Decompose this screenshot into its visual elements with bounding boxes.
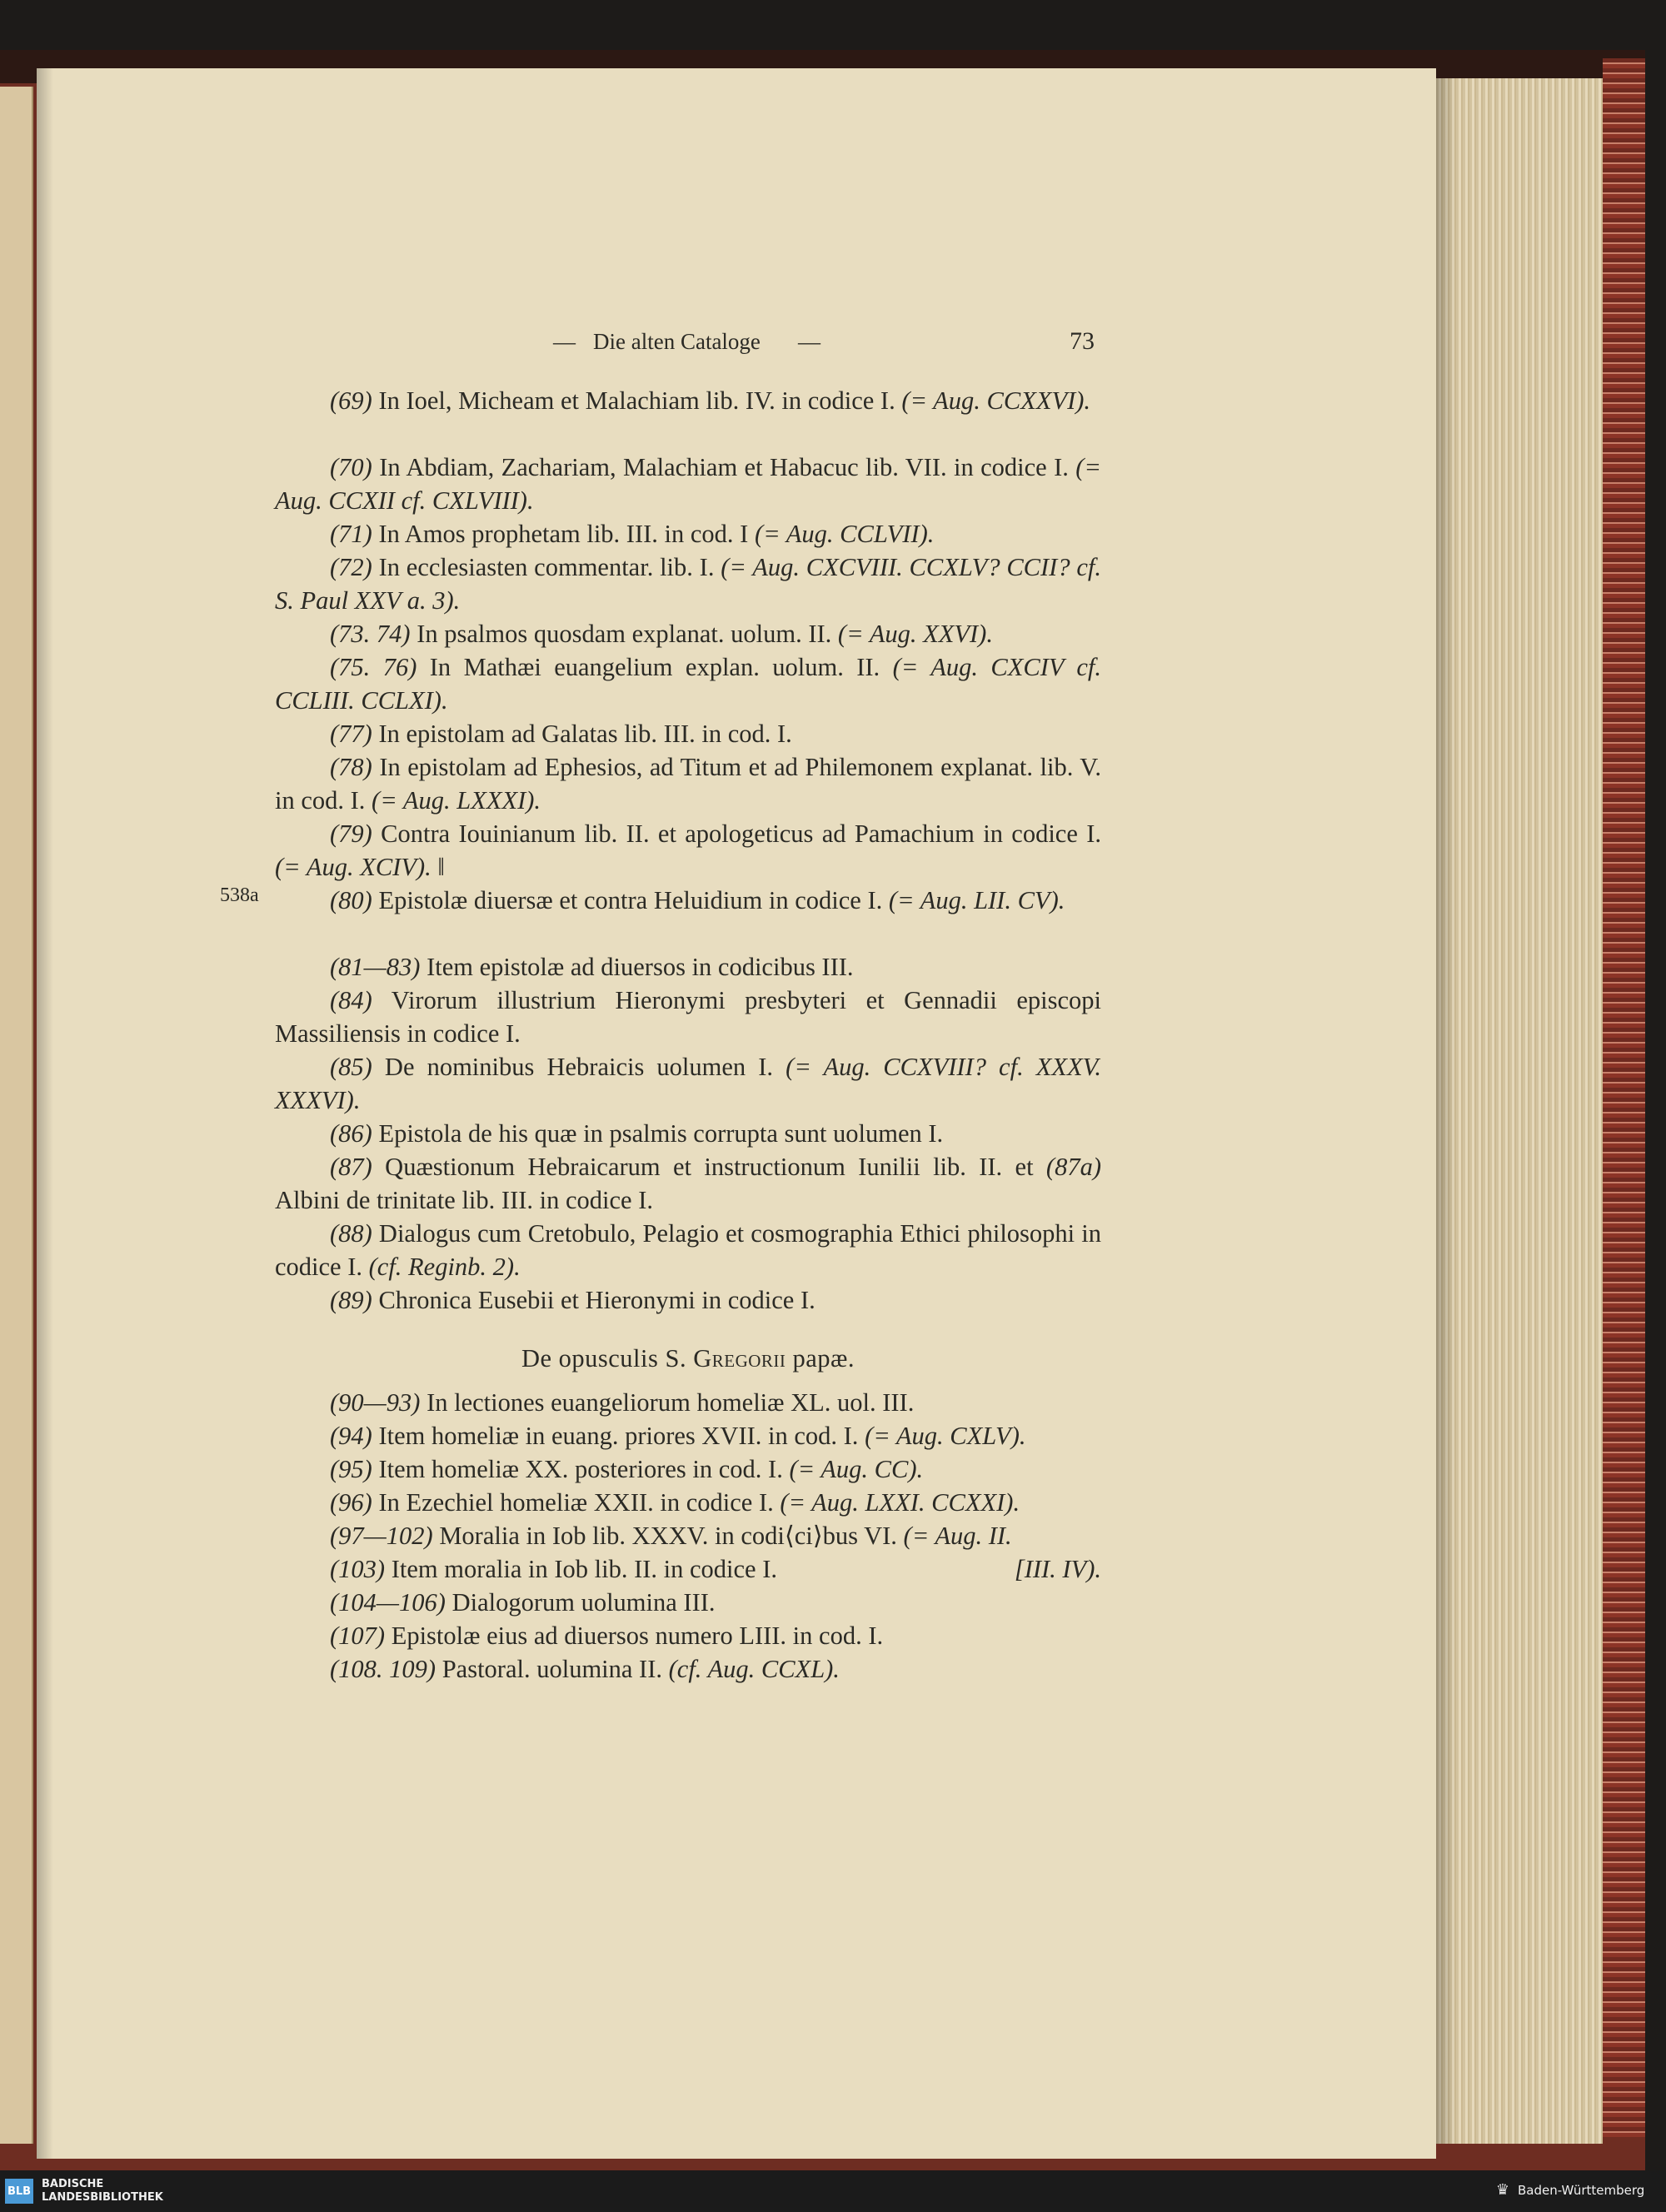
entry-reference: (= Aug. CXLV). xyxy=(865,1422,1026,1450)
entry-number: (84) xyxy=(330,986,372,1014)
catalogue-entry xyxy=(275,451,1101,517)
entry-number: (75. 76) xyxy=(330,653,417,681)
section-heading-suffix: papæ. xyxy=(786,1344,855,1373)
entry-text: Dialogus cum Cretobulo, Pelagio et cosmographia Ethici philosophi in codice I. xyxy=(275,1219,1101,1281)
entry-text: In Amos prophetam lib. III. in cod. I xyxy=(372,520,755,548)
entry-text: In psalmos quosdam explanat. uolum. II. xyxy=(410,620,838,648)
entry-number: (69) xyxy=(330,386,372,415)
entry-number: (97—102) xyxy=(330,1522,433,1550)
running-head-dash-right: — xyxy=(798,329,821,354)
entry-text: Item moralia in Iob lib. II. in codice I. xyxy=(385,1555,777,1583)
gregorius-entry xyxy=(275,1553,1101,1587)
catalogue-entry xyxy=(275,818,1101,884)
entry-number: (73. 74) xyxy=(330,620,411,648)
catalogue-entry xyxy=(275,518,1101,551)
entry-text: Chronica Eusebii et Hieronymi in codice I. xyxy=(372,1286,816,1314)
margin-folio-note: 538a xyxy=(220,884,259,906)
entry-text: Quæstionum Hebraicarum et instructionum Iunilii lib. II. et xyxy=(372,1153,1046,1181)
catalogue-entry xyxy=(275,551,1101,617)
entry-number: (94) xyxy=(330,1422,372,1450)
entry-text: In ecclesiasten commentar. lib. I. xyxy=(372,553,721,581)
entry-number: (95) xyxy=(330,1455,372,1483)
gutter-shadow xyxy=(37,68,53,2159)
book-cover-edge xyxy=(1603,58,1645,2137)
entry-text: ‖ xyxy=(431,852,445,881)
entry-text: Virorum illustrium Hieronymi presbyteri et Gennadii episcopi Massiliensis in codice I. xyxy=(275,986,1101,1048)
blb-logo[interactable]: BLB xyxy=(5,2179,33,2204)
library-name-line2: LANDESBIBLIOTHEK xyxy=(42,2191,163,2204)
gregorius-entry xyxy=(275,1420,1101,1453)
entry-text: In Ezechiel homeliæ XXII. in codice I. xyxy=(372,1488,781,1517)
entry-reference: (87a) xyxy=(1045,1153,1101,1181)
entry-text: Epistolæ diuersæ et contra Heluidium in codice I. xyxy=(372,886,889,914)
catalogue-entry xyxy=(275,1118,1101,1151)
entry-reference: (= Aug. CXCIV cf. CCLIII. CCLXI). xyxy=(275,653,1101,715)
entry-text: Moralia in Iob lib. XXXV. in codi⟨ci⟩bus VI. xyxy=(432,1522,904,1550)
catalogue-entry xyxy=(275,1284,1101,1318)
running-head-dash-left: — xyxy=(553,329,576,354)
page-block-edges xyxy=(1436,78,1603,2144)
entry-number: (103) xyxy=(330,1555,386,1583)
catalogue-entry xyxy=(275,651,1101,717)
entry-number: (79) xyxy=(330,820,372,848)
catalogue-entry xyxy=(275,718,1101,751)
gregorius-entry xyxy=(275,1487,1101,1520)
entry-text: In Abdiam, Zachariam, Malachiam et Habacuc lib. VII. in codice I. xyxy=(372,453,1076,481)
entry-reference: (= Aug. CCXII cf. CXLVIII). xyxy=(275,453,1101,515)
catalogue-entry xyxy=(275,884,1101,918)
gregorius-entry xyxy=(275,1587,1101,1620)
entry-text: Dialogorum uolumina III. xyxy=(445,1588,716,1617)
catalogue-entry xyxy=(275,618,1101,651)
partner-name[interactable]: Baden-Württemberg xyxy=(1518,2183,1645,2198)
entry-reference: (= Aug. II. xyxy=(903,1522,1012,1550)
baden-wuerttemberg-crest-icon: ♛ xyxy=(1495,2181,1510,2199)
entry-text: In epistolam ad Galatas lib. III. in cod. I. xyxy=(372,720,792,748)
entry-reference: (= Aug. XCIV). xyxy=(275,852,431,881)
library-name-line1: BADISCHE xyxy=(42,2178,104,2190)
entry-number: (108. 109) xyxy=(330,1655,436,1683)
viewer-footer xyxy=(0,2170,1666,2212)
entry-number: (86) xyxy=(330,1119,372,1148)
entry-text: Item homeliæ XX. posteriores in cod. I. xyxy=(372,1455,790,1483)
entry-number: (85) xyxy=(330,1053,372,1081)
entry-reference: (= Aug. CXCVIII. CCXLV? CCII? cf. S. Paul XXV a. 3). xyxy=(275,553,1101,615)
entry-reference: (= Aug. CC). xyxy=(789,1455,924,1483)
entry-text: In lectiones euangeliorum homeliæ XL. uol. III. xyxy=(420,1388,915,1417)
previous-page-edge xyxy=(0,87,33,2144)
entry-reference: (= Aug. LII. CV). xyxy=(888,886,1065,914)
entry-text: In epistolam ad Ephesios, ad Titum et ad Philemonem explanat. lib. V. in cod. I. xyxy=(275,753,1101,815)
section-heading xyxy=(275,1342,1101,1375)
gregorius-entry xyxy=(275,1653,1101,1686)
running-head-title: Die alten Cataloge xyxy=(593,329,761,354)
entry-number: (104—106) xyxy=(330,1588,446,1617)
entry-number: (89) xyxy=(330,1286,372,1314)
page-number: 73 xyxy=(1070,327,1095,355)
entry-reference: (= Aug. CCLVII). xyxy=(754,520,935,548)
catalogue-entry xyxy=(275,385,1101,418)
entry-text: Epistola de his quæ in psalmis corrupta sunt uolumen I. xyxy=(372,1119,944,1148)
entry-text: Contra Iouinianum lib. II. et apologeticus ad Pamachium in codice I. xyxy=(372,820,1101,848)
catalogue-entry xyxy=(275,751,1101,817)
entry-text: In Ioel, Micheam et Malachiam lib. IV. in codice I. xyxy=(372,386,902,415)
catalogue-entry xyxy=(275,1218,1101,1283)
entry-reference: (= Aug. CCXXVI). xyxy=(901,386,1091,415)
entry-number: (70) xyxy=(330,453,372,481)
entry-number: (88) xyxy=(330,1219,372,1248)
entry-text: Albini de trinitate lib. III. in codice I. xyxy=(275,1185,653,1214)
entry-reference: (cf. Aug. CCXL). xyxy=(668,1655,840,1683)
entry-text: Epistolæ eius ad diuersos numero LIII. in cod. I. xyxy=(385,1622,884,1650)
gregorius-entry xyxy=(275,1387,1101,1420)
entry-text: Item epistolæ ad diuersos in codicibus III. xyxy=(420,953,854,981)
section-heading-prefix: De opusculis S. xyxy=(521,1344,694,1373)
entry-number: (78) xyxy=(330,753,372,781)
entry-number: (77) xyxy=(330,720,372,748)
entry-number: (87) xyxy=(330,1153,372,1181)
entry-text: Pastoral. uolumina II. xyxy=(436,1655,669,1683)
catalogue-entry xyxy=(275,1151,1101,1217)
entry-number: (90—93) xyxy=(330,1388,421,1417)
page-block-shadow xyxy=(1436,78,1456,2144)
entry-reference: [III. IV). xyxy=(1014,1555,1101,1583)
entry-number: (80) xyxy=(330,886,372,914)
catalogue-entry xyxy=(275,951,1101,984)
entry-number: (81—83) xyxy=(330,953,421,981)
gregorius-entry xyxy=(275,1620,1101,1653)
library-name[interactable] xyxy=(42,2178,163,2205)
catalogue-entry xyxy=(275,1051,1101,1117)
entry-reference: (= Aug. LXXI. CCXXI). xyxy=(780,1488,1020,1517)
entry-text: De nominibus Hebraicis uolumen I. xyxy=(372,1053,786,1081)
entry-number: (72) xyxy=(330,553,372,581)
entry-number: (107) xyxy=(330,1622,386,1650)
gregorius-entry xyxy=(275,1520,1101,1553)
entry-reference: (cf. Reginb. 2). xyxy=(368,1252,521,1281)
entry-reference: (= Aug. CCXVIII? cf. XXXV. XXXVI). xyxy=(275,1053,1102,1114)
entry-reference: (= Aug. XXVI). xyxy=(837,620,993,648)
entry-number: (71) xyxy=(330,520,372,548)
entry-reference: (= Aug. LXXXI). xyxy=(372,785,541,815)
section-heading-name: Gregorii xyxy=(693,1344,786,1373)
gregorius-entry xyxy=(275,1453,1101,1487)
entry-number: (96) xyxy=(330,1488,372,1517)
entry-text: In Mathæi euangelium explan. uolum. II. xyxy=(416,653,893,681)
catalogue-entry xyxy=(275,984,1101,1050)
entry-text: Item homeliæ in euang. priores XVII. in cod. I. xyxy=(372,1422,865,1450)
